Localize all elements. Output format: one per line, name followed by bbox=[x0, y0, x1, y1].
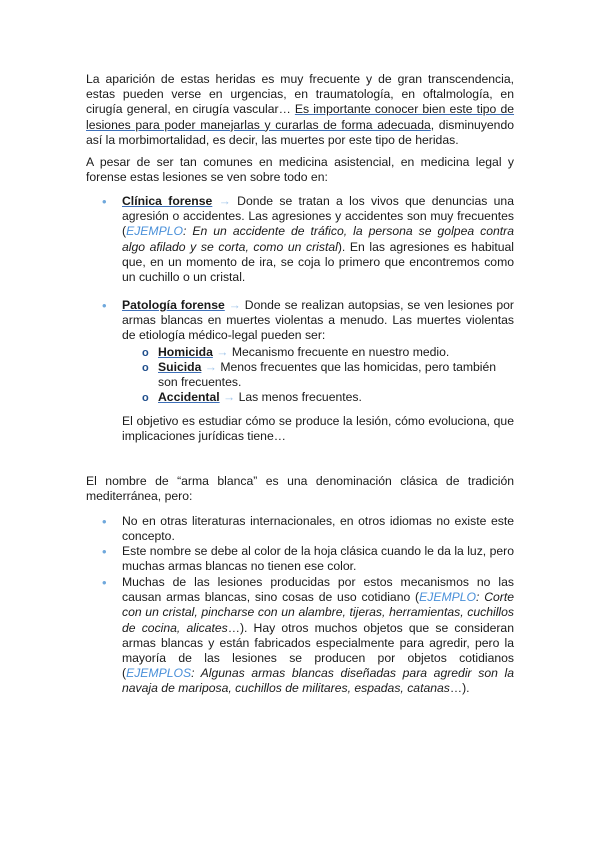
bullet-marker: • bbox=[102, 575, 107, 590]
example-text: : En un accidente de tráfico, la persona se golpea contra algo afilado y se corta, como un cristal bbox=[122, 224, 514, 254]
list-item-lesiones bbox=[122, 575, 514, 697]
arrow-icon: → bbox=[212, 194, 238, 208]
list-item-clinica-forense bbox=[122, 194, 514, 285]
term-suicida: Suicida bbox=[158, 360, 202, 374]
objective-paragraph: El objetivo es estudiar cómo se produce la lesión, cómo evoluciona, que implicaciones jurídicas tiene… bbox=[122, 414, 514, 444]
intro-text-end: , disminuyendo así la morbimortalidad, es decir, las muertes por este tipo de heridas. bbox=[86, 117, 515, 147]
underlined-sentence: Es importante conocer bien este tipo de lesiones para poder manejarlas y curarlas de forma adecuada bbox=[86, 102, 515, 132]
arrow-icon: → bbox=[224, 298, 245, 312]
list-item-literaturas: No en otras literaturas internacionales, en otros idiomas no existe este concepto. bbox=[122, 514, 514, 544]
item-text: Donde se tratan a los vivos que denuncias una agresión o accidentes. Las agresiones y accidentes son muy frecuentes ( bbox=[122, 194, 514, 239]
example-label: EJEMPLO bbox=[419, 590, 477, 605]
sub-bullet-marker: o bbox=[142, 392, 149, 404]
arrow-icon: → bbox=[219, 390, 239, 404]
term-accidental: Accidental bbox=[158, 390, 220, 404]
intro-text: La aparición de estas heridas es muy frecuente y de gran transcendencia, estas pueden verse en urgencias, en traumatología, en oftalmología, en cirugía general, en cirugía vascular… bbox=[86, 72, 514, 117]
example-label: EJEMPLOS bbox=[126, 666, 192, 681]
bullet-marker: • bbox=[102, 298, 107, 313]
term-patologia-forense: Patología forense bbox=[122, 298, 225, 312]
intro-paragraph-2: A pesar de ser tan comunes en medicina asistencial, en medicina legal y forense estas lesiones se ven sobre todo en: bbox=[86, 155, 514, 185]
item-text: Muchas de las lesiones producidas por estos mecanismos no las causan armas blancas, sino cosas de uso cotidiano ( bbox=[122, 575, 514, 605]
item-text-end: ). En las agresiones es habitual que, en un momento de ira, se coja lo primero que encontremos como un cuchillo o un cristal. bbox=[122, 239, 514, 285]
sub-item-text: Las menos frecuentes. bbox=[238, 390, 362, 404]
example-label: EJEMPLO bbox=[126, 224, 183, 239]
arrow-icon: → bbox=[212, 345, 232, 359]
list-item-patologia-forense bbox=[122, 298, 514, 344]
arrow-icon: → bbox=[201, 360, 221, 374]
item-text-middle: …). Hay otros muchos objetos que se consideran armas blancas y están fabricados especialmente para agredir, pero la mayoría de las lesiones se producen por objetos cotidianos ( bbox=[122, 620, 514, 681]
bullet-marker: • bbox=[102, 194, 107, 209]
item-text: Donde se realizan autopsias, se ven lesiones por armas blancas en muertes violentas a menudo. Las muertes violentas de etiología médico-legal pueden ser: bbox=[122, 298, 514, 343]
sub-bullet-marker: o bbox=[142, 347, 149, 359]
sub-item-homicida bbox=[158, 345, 514, 360]
example-text: : Corte con un cristal, pincharse con un alambre, tijeras, herramientas, cuchillos de cocina, alicates bbox=[122, 590, 515, 635]
bullet-marker: • bbox=[102, 514, 107, 529]
term-clinica-forense: Clínica forense bbox=[122, 194, 213, 208]
item-text-end: …). bbox=[449, 681, 470, 696]
list-item-color-hoja: Este nombre se debe al color de la hoja clásica cuando le da la luz, pero muchas armas blancas no tienen ese color. bbox=[122, 544, 514, 574]
sub-item-accidental bbox=[158, 390, 514, 405]
sub-item-text: Mecanismo frecuente en nuestro medio. bbox=[231, 345, 450, 359]
sub-item-suicida bbox=[158, 360, 514, 390]
term-homicida: Homicida bbox=[158, 345, 213, 359]
section2-intro: El nombre de “arma blanca” es una denominación clásica de tradición mediterránea, pero: bbox=[86, 474, 514, 504]
sub-item-text: Menos frecuentes que las homicidas, pero también son frecuentes. bbox=[158, 360, 497, 390]
sub-bullet-marker: o bbox=[142, 362, 149, 374]
example-text: : Algunas armas blancas diseñadas para agredir son la navaja de mariposa, cuchillos de militares, espadas, catanas bbox=[122, 666, 514, 696]
intro-paragraph bbox=[86, 72, 514, 148]
bullet-marker: • bbox=[102, 544, 107, 559]
